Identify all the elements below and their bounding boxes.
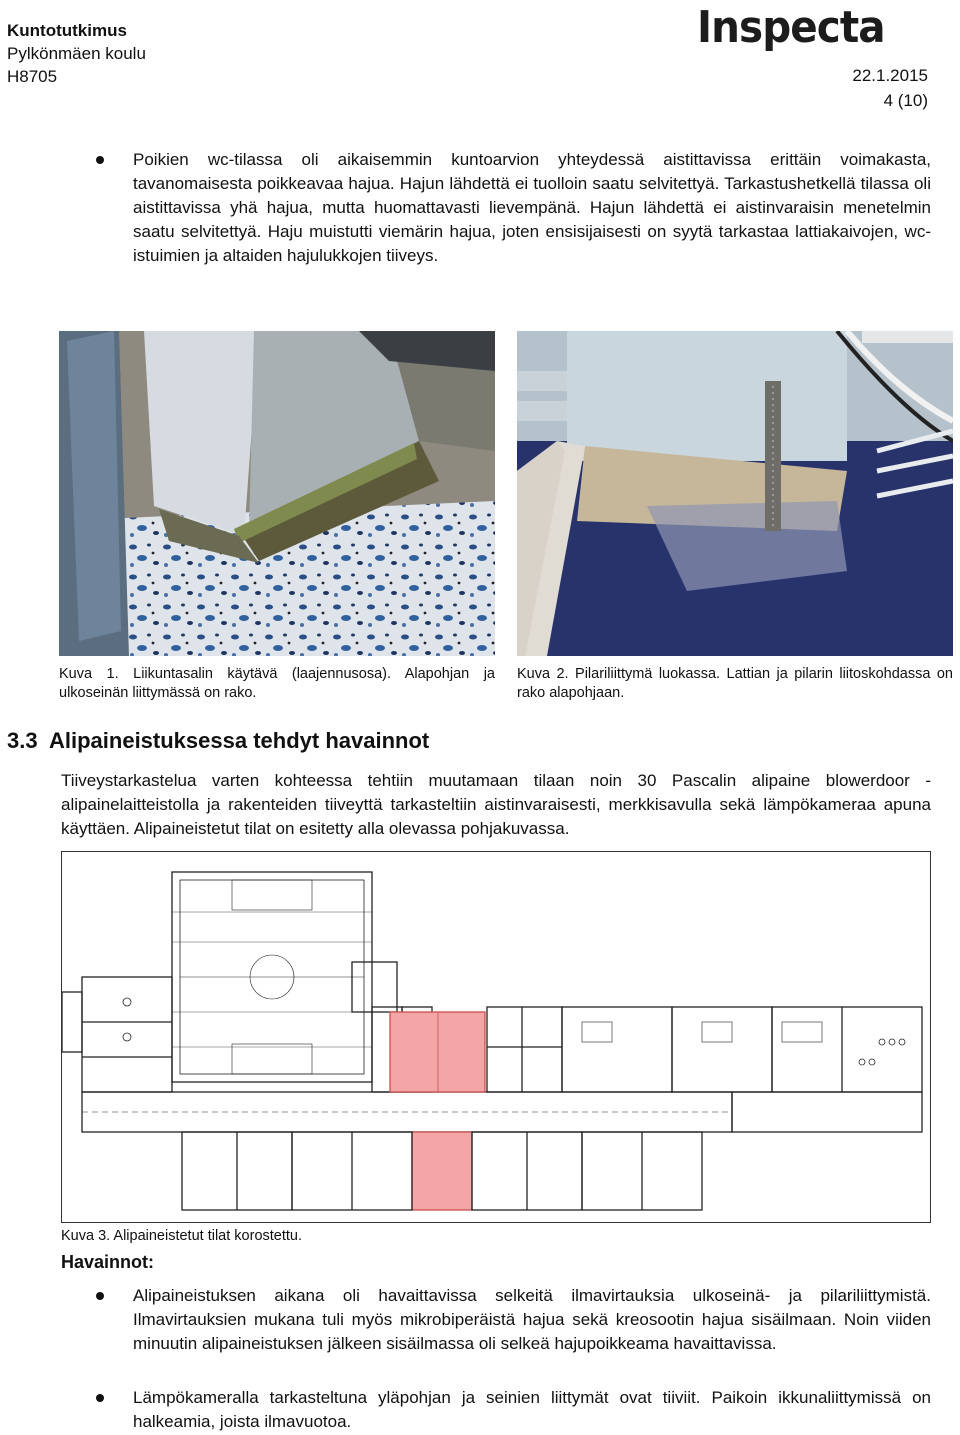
document-subtitle: Pylkönmäen koulu xyxy=(7,44,146,63)
inspecta-logo: Inspecta xyxy=(697,2,885,53)
photo-corridor-floor-joint xyxy=(59,331,495,656)
photo-2-caption: Kuva 2. Pilariliittymä luokassa. Lattian ja pilarin liitoskohdassa on rako alapohjaan. xyxy=(517,666,953,701)
intro-bullet-text: Poikien wc-tilassa oli aikaisemmin kuntoarvion yhteydessä aistittavissa erittäin voimakasta, tavanomaisesta poikkeavaa hajua. Hajun lähdettä ei tuolloin saatu selvitettyä. Tarkastushetkellä tilassa oli aistittavissa yhä hajua, mutta huomattavasti lievempänä. Hajun lähdettä ei aistinvaraisin menetelmin saatu selvitettyä. Haju muistutti viemärin hajua, joten ensisijaisesti on syytä tarkastaa lattiakaivojen, wc-istuimien ja altaiden hajulukkojen tiiveys. xyxy=(133,150,931,265)
floor-plan-caption: Kuva 3. Alipaineistetut tilat korostettu. xyxy=(61,1228,302,1244)
bullet-icon xyxy=(96,156,104,164)
document-title: Kuntotutkimus xyxy=(7,21,127,40)
photo-pillar-floor-joint xyxy=(517,331,953,656)
observation-text: Lämpökameralla tarkasteltuna yläpohjan ja seinien liittymät ovat tiiviit. Paikoin ikkunaliittymissä on halkeamia, joista ilmavuotoa. xyxy=(133,1388,931,1431)
page-number: 4 (10) xyxy=(883,91,928,110)
observations-heading: Havainnot: xyxy=(61,1252,155,1272)
intro-bullet xyxy=(96,148,931,268)
observation-text: Alipaineistuksen aikana oli havaittavissa selkeitä ilmavirtauksia ulkoseinä- ja pilariliittymistä. Ilmavirtauksien mukana tuli myös mikrobiperäistä hajua sekä kreosootin hajua sisäilmaan. Noin viiden minuutin alipaineistuksen jälkeen sisäilmassa oli selkeä hajupoikkeama havaittavissa. xyxy=(133,1286,931,1353)
observation-item xyxy=(96,1386,931,1434)
document-date: 22.1.2015 xyxy=(852,66,928,85)
bullet-icon xyxy=(96,1394,104,1402)
bullet-icon xyxy=(96,1292,104,1300)
observation-item xyxy=(96,1284,931,1356)
project-number: H8705 xyxy=(7,67,58,86)
floor-plan xyxy=(61,851,931,1223)
photo-1-caption: Kuva 1. Liikuntasalin käytävä (laajennusosa). Alapohjan ja ulkoseinän liittymässä on rako. xyxy=(59,666,495,701)
section-body: Tiiveystarkastelua varten kohteessa tehtiin muutamaan tilaan noin 30 Pascalin alipaine blowerdoor -alipainelaitteistolla ja rakenteiden tiiveyttä tarkasteltiin aistinvaraisesti, merkkisavulla sekä lämpökameraa apuna käyttäen. Alipaineistetut tilat on esitetty alla olevassa pohjakuvassa. xyxy=(61,771,931,838)
section-title: 3.3 Alipaineistuksessa tehdyt havainnot xyxy=(7,728,430,753)
